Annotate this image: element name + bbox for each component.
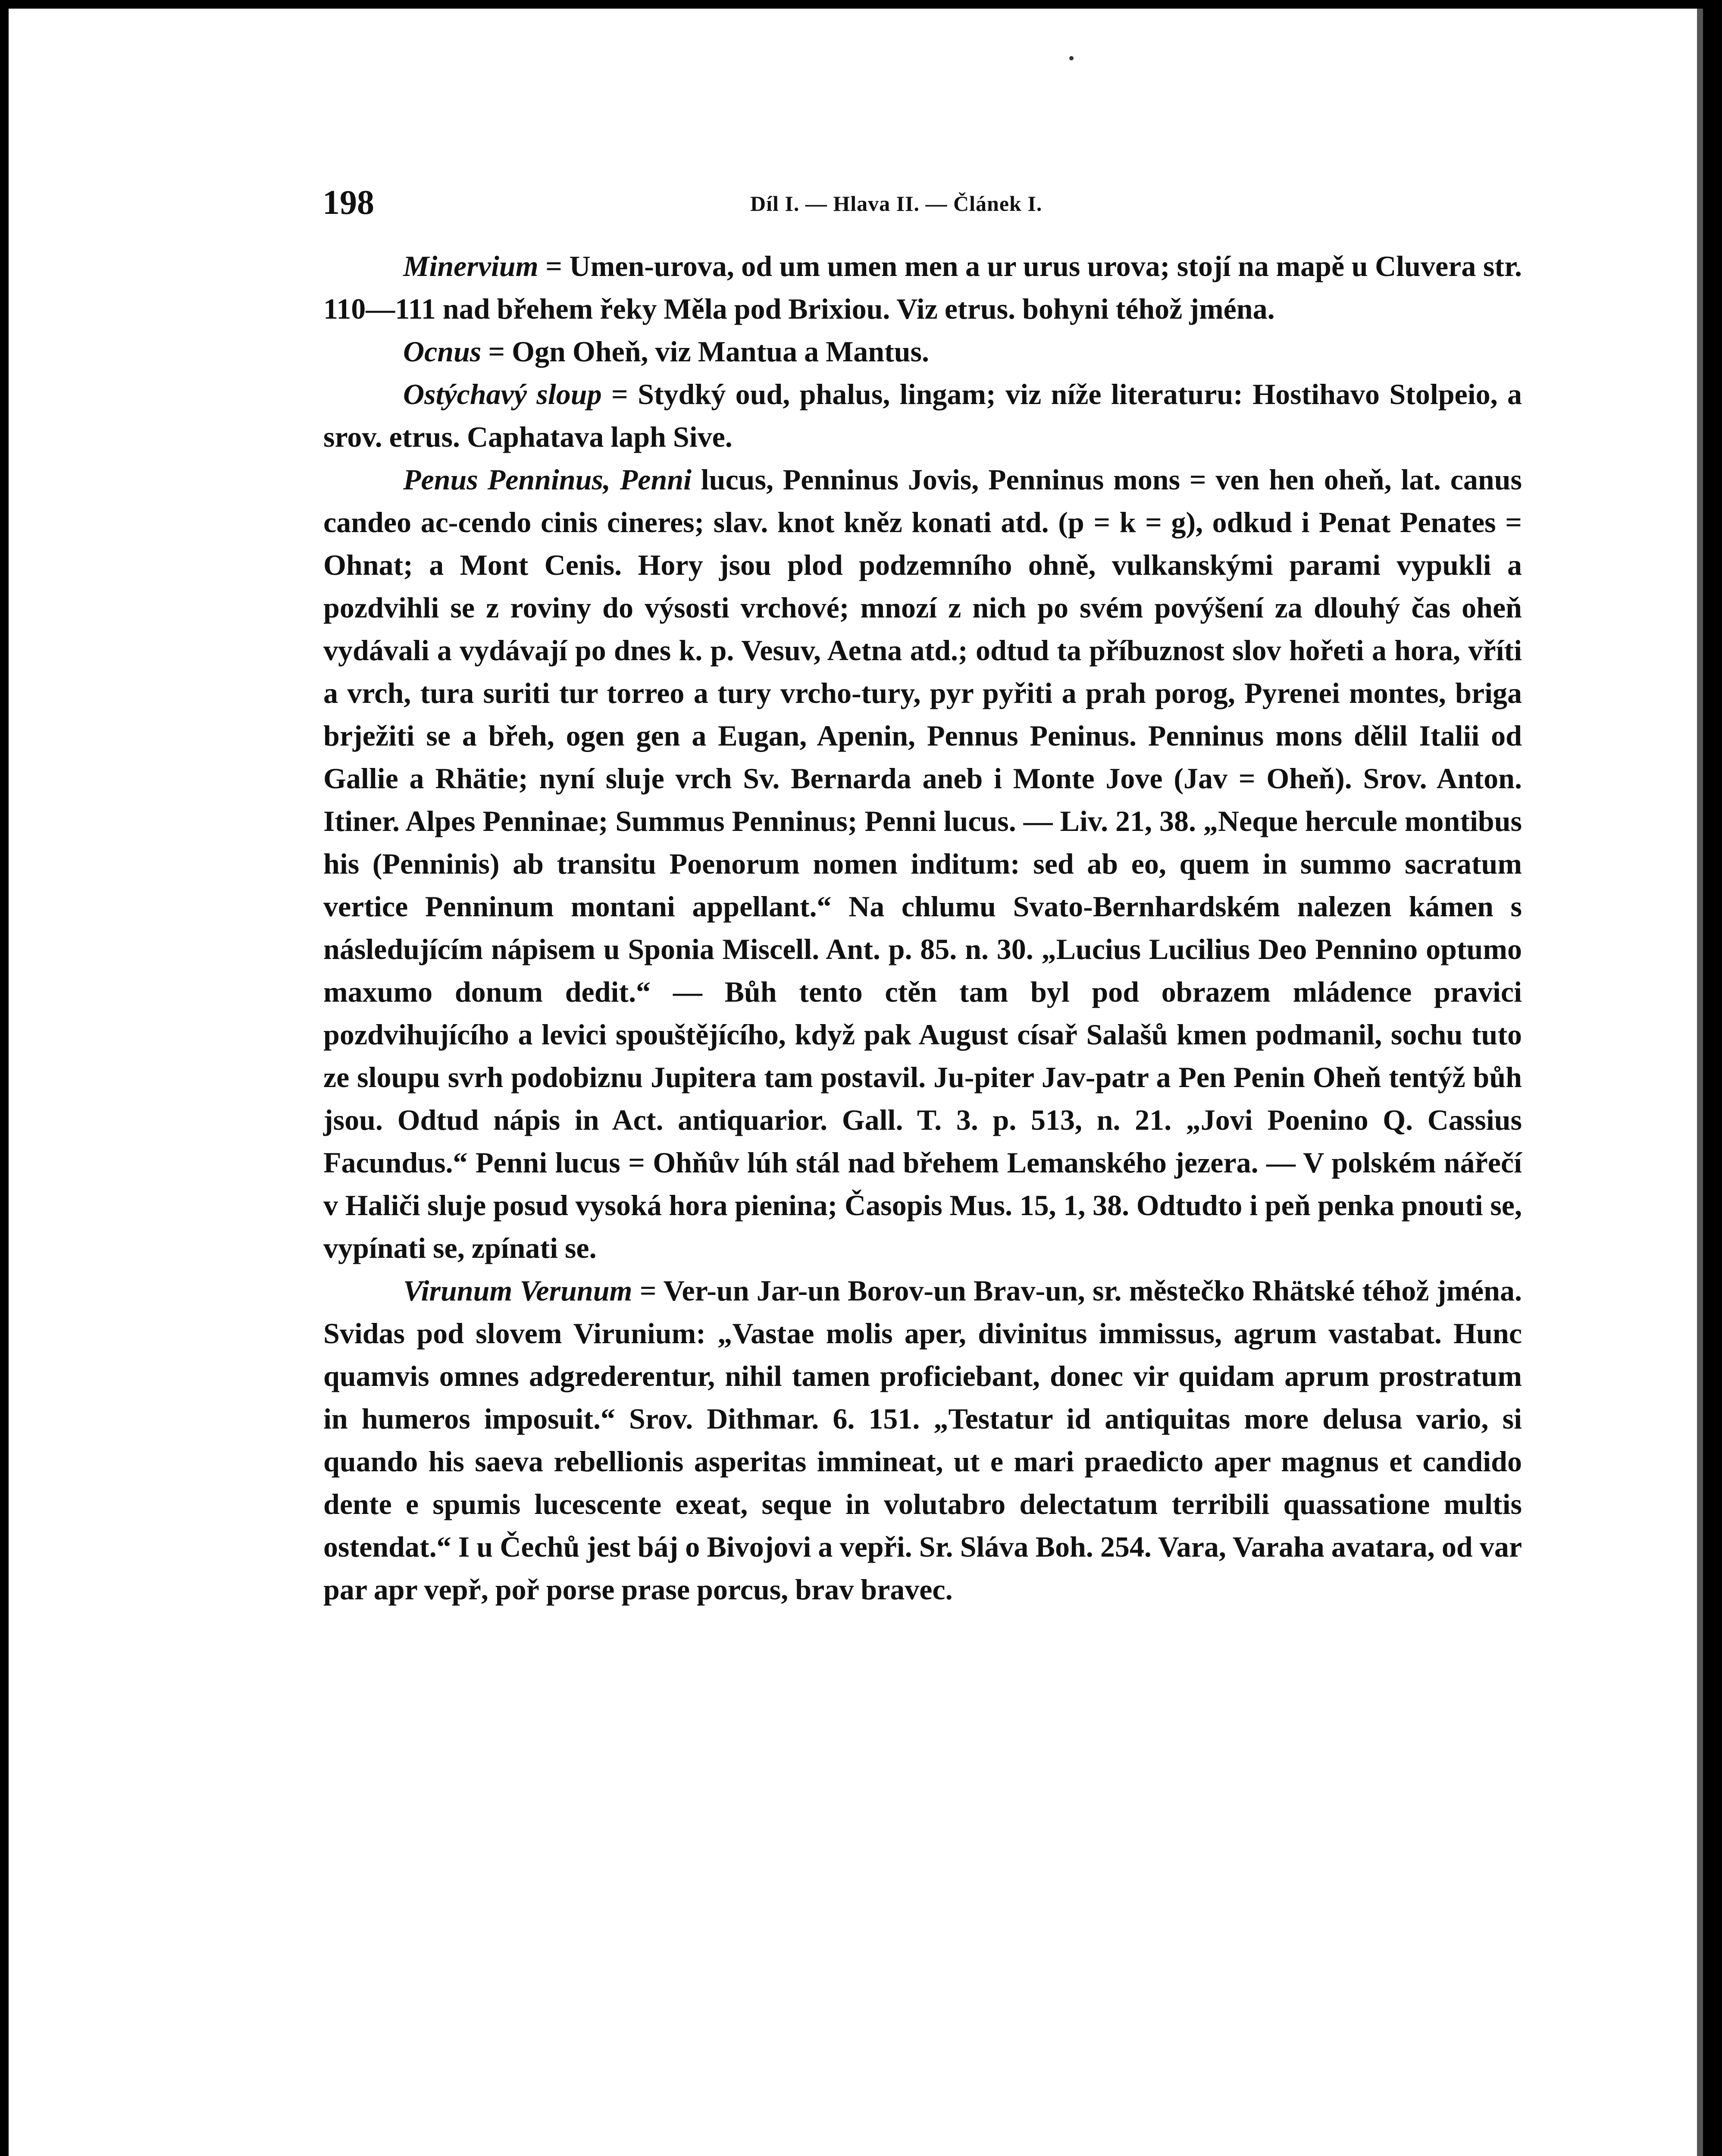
entry-text: = Stydký oud, phalus, lingam; viz níže literaturu: Hostihavo Stolpeio, a srov. etrus. Caphatava laph Sive. bbox=[323, 378, 1522, 453]
page-number: 198 bbox=[322, 184, 374, 222]
entry-term: Virunum Verunum bbox=[403, 1274, 632, 1307]
entry-term: Ocnus bbox=[403, 335, 482, 368]
running-head: Díl I. — Hlava II. — Článek I. bbox=[750, 191, 1043, 216]
scan-speck bbox=[1069, 56, 1074, 60]
entry-text: = Ogn Oheň, viz Mantua a Mantus. bbox=[481, 335, 930, 368]
paragraph-penus-penninus bbox=[323, 458, 1522, 1269]
entry-term: Ostýchavý sloup bbox=[403, 378, 602, 411]
paragraph-ocnus bbox=[323, 330, 1522, 373]
entry-text: = Ver-un Jar-un Borov-un Brav-un, sr. městečko Rhätské téhož jména. Svidas pod slovem Virunium: „Vastae molis aper, divinitus immissus, agrum vastabat. Hunc quamvis omnes adgrederentur, nihil tamen proficiebant, donec vir quidam aprum prostratum in humeros imposuit.“ Srov. Dithmar. 6. 151. „Testatur id antiquitas more delusa vario, si quando his saeva rebellionis asperitas immineat, ut e mari praedicto aper magnus et candido dente e spumis lucescente exeat, seque in volutabro delectatum terribili quassatione multis ostendat.“ I u Čechů jest báj o Bivojovi a vepři. Sr. Sláva Boh. 254. Vara, Varaha avatara, od var par apr vepř, poř porse prase porcus, brav bravec. bbox=[323, 1274, 1522, 1606]
page-header bbox=[319, 181, 1561, 224]
paragraph-minervium bbox=[323, 245, 1522, 330]
entry-text: lucus, Penninus Jovis, Penninus mons = ven hen oheň, lat. canus candeo ac-cendo cinis cineres; slav. knot kněz konati atd. (p = k = g), odkud i Penat Penates = Ohnat; a Mont Cenis. Hory jsou plod podzemního ohně, vulkanskými parami vypukli a pozdvihli se z roviny do výsosti vrchové; mnozí z nich po svém povýšení za dlouhý čas oheň vydávali a vydávají po dnes k. p. Vesuv, Aetna atd.; odtud ta příbuznost slov hořeti a hora, vříti a vrch, tura suriti tur torreo a tury vrcho-tury, pyr pyřiti a prah porog, Pyrenei montes, briga brježiti se a břeh, ogen gen a Eugan, Apenin, Pennus Peninus. Penninus mons dělil Italii od Gallie a Rhätie; nyní sluje vrch Sv. Bernarda aneb i Monte Jove (Jav = Oheň). Srov. Anton. Itiner. Alpes Penninae; Summus Penninus; Penni lucus. — Liv. 21, 38. „Neque hercule montibus his (Penninis) ab transitu Poenorum nomen inditum: sed ab eo, quem in summo sacratum vertice Penninum montani appellant.“ Na chlumu Svato-Bernhardském nalezen kámen s následujícím nápisem u Sponia Miscell. Ant. p. 85. n. 30. „Lucius Lucilius Deo Pennino optumo maxumo donum dedit.“ — Bůh tento ctěn tam byl pod obrazem mládence pravici pozdvihujícího a levici spouštějícího, když pak August císař Salašů kmen podmanil, sochu tuto ze sloupu svrh podobiznu Jupitera tam postavil. Ju-piter Jav-patr a Pen Penin Oheň tentýž bůh jsou. Odtud nápis in Act. antiquarior. Gall. T. 3. p. 513, n. 21. „Jovi Poenino Q. Cassius Facundus.“ Penni lucus = Ohňův lúh stál nad břehem Lemanského jezera. — V polském nářečí v Haliči sluje posud vysoká hora pienina; Časopis Mus. 15, 1, 38. Odtudto i peň penka pnouti se, vypínati se, zpínati se. bbox=[323, 463, 1522, 1264]
book-page bbox=[9, 9, 1703, 2156]
text-body bbox=[323, 245, 1522, 1611]
entry-text: = Umen-urova, od um umen men a ur urus urova; stojí na mapě u Cluvera str. 110—111 nad břehem řeky Měla pod Brixiou. Viz etrus. bohyni téhož jména. bbox=[323, 250, 1522, 325]
entry-term: Penus Penninus, Penni bbox=[403, 463, 692, 496]
entry-term: Minervium bbox=[403, 250, 539, 282]
paragraph-ostychavy-sloup bbox=[323, 373, 1522, 458]
paragraph-virunum bbox=[323, 1269, 1522, 1611]
